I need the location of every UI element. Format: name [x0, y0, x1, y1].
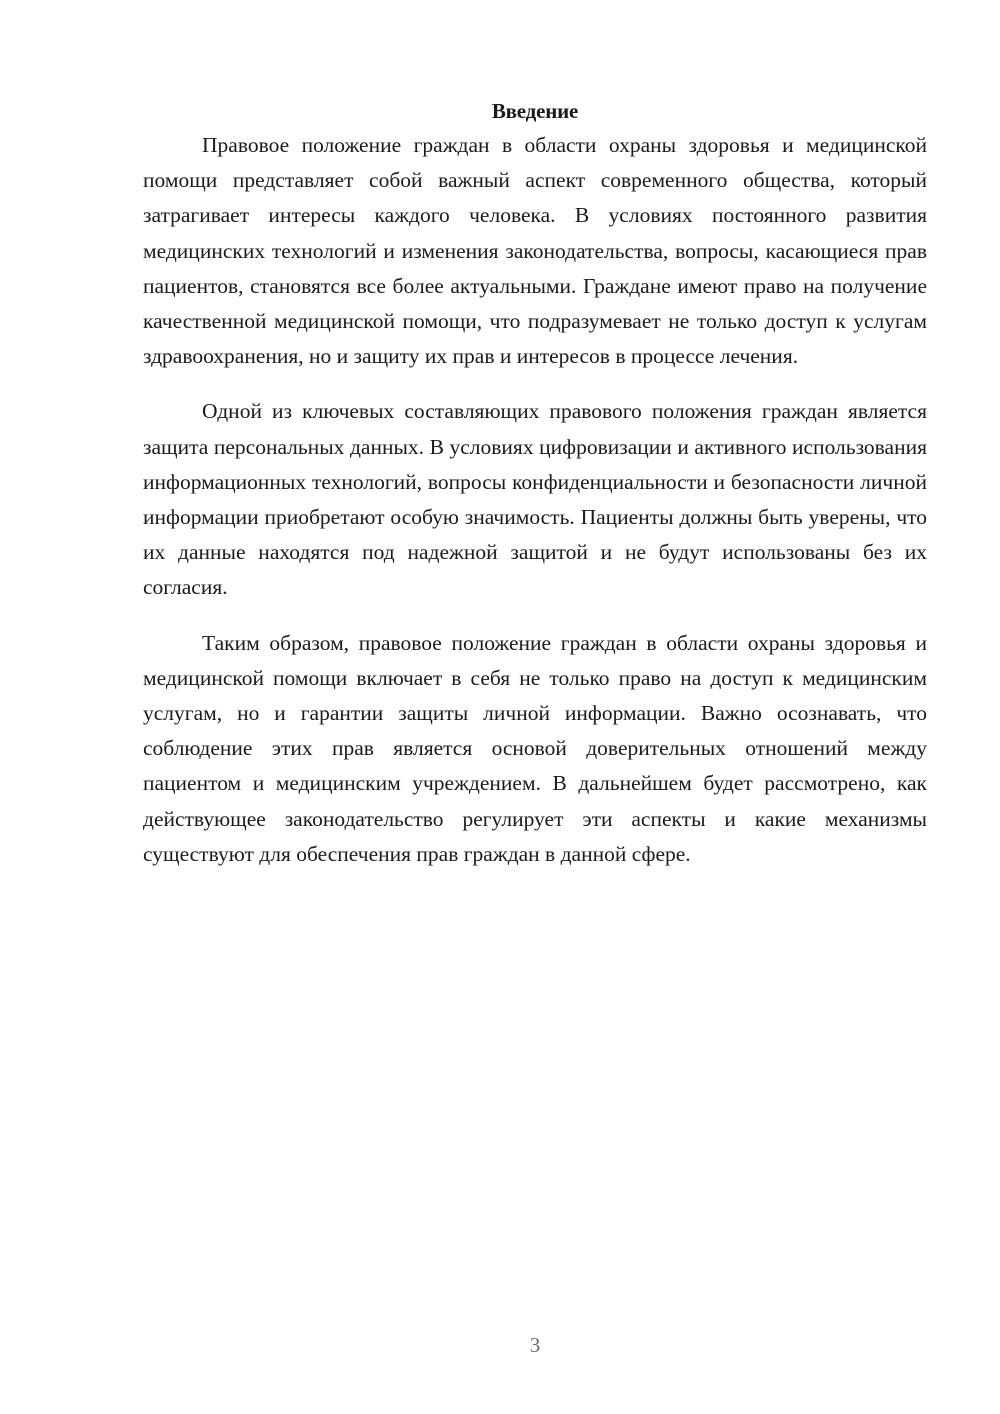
page-number: 3 [529, 1333, 541, 1357]
paragraph-1: Правовое положение граждан в области охраны здоровья и медицинской помощи представляет собой важный аспект современного общества, который затрагивает интересы каждого человека. В условиях постоянного развития медицинских технологий и изменения законодательства, вопросы, касающиеся прав пациентов, становятся все более актуальными. Граждане имеют право на получение качественной медицинской помощи, что подразумевает не только доступ к услугам здравоохранения, но и защиту их прав и интересов в процессе лечения. [143, 133, 927, 369]
section-title: Введение [491, 99, 579, 123]
paragraph-2: Одной из ключевых составляющих правового положения граждан является защита персональных данных. В условиях цифровизации и активного использования информационных технологий, вопросы конфиденциальности и безопасности личной информации приобретают особую значимость. Пациенты должны быть уверены, что их данные находятся под надежной защитой и не будут использованы без их согласия. [143, 399, 927, 600]
page-content [143, 96, 927, 872]
paragraph-3: Таким образом, правовое положение граждан в области охраны здоровья и медицинской помощи включает в себя не только право на доступ к медицинским услугам, но и гарантии защиты личной информации. Важно осознавать, что соблюдение этих прав является основой доверительных отношений между пациентом и медицинским учреждением. В дальнейшем будет рассмотрено, как действующее законодательство регулирует эти аспекты и какие механизмы существуют для обеспечения прав граждан в данной сфере. [143, 630, 927, 866]
